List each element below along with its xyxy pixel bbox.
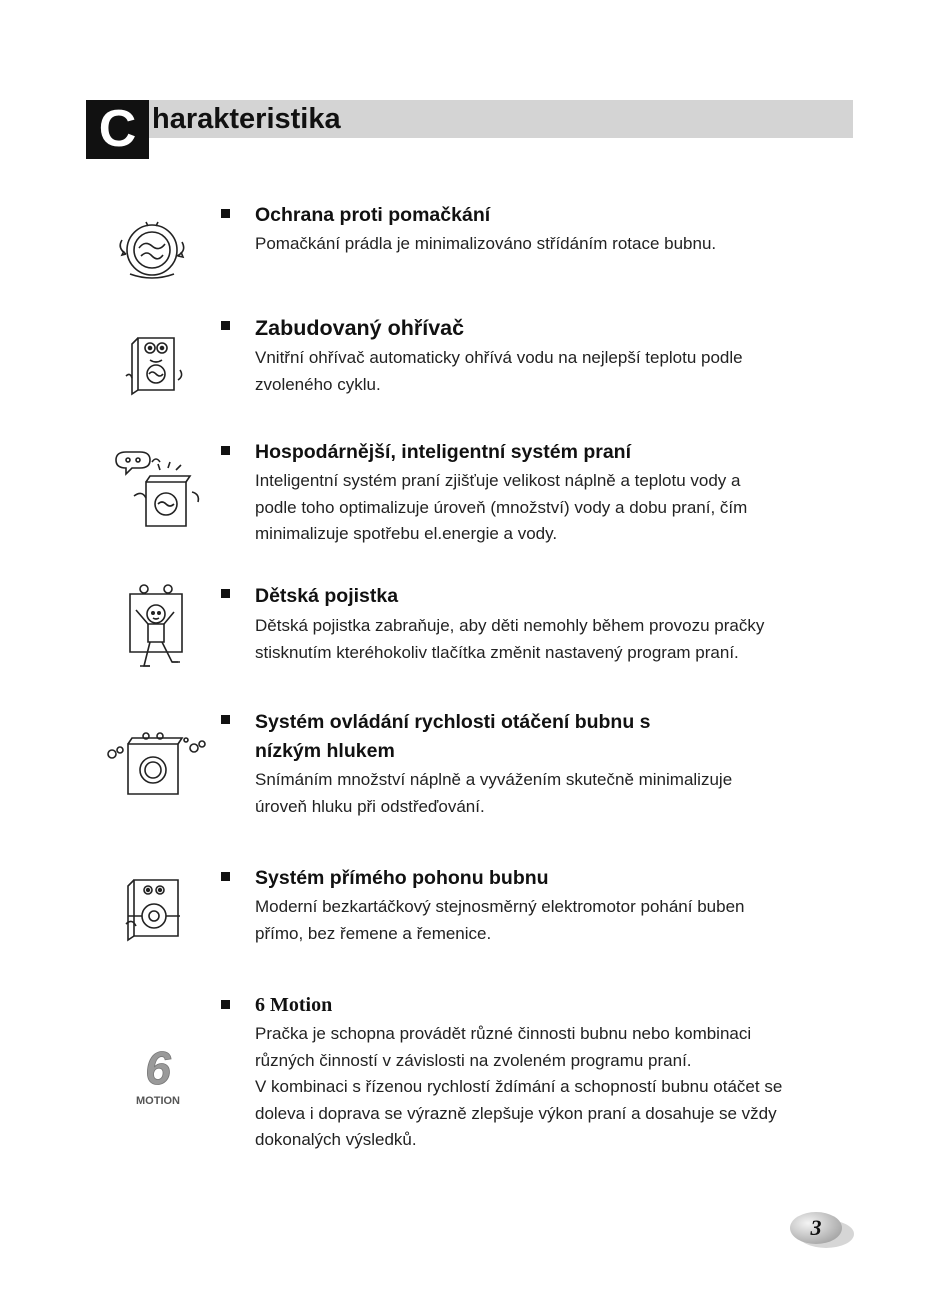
bullet-marker xyxy=(221,715,230,724)
description-line: Inteligentní systém praní zjišťuje velikost náplně a teplotu vody a xyxy=(255,471,741,490)
description-line: Pomačkání prádla je minimalizováno střídáním rotace bubnu. xyxy=(255,234,717,253)
six-motion-logo-icon xyxy=(128,1040,188,1108)
page-number-badge xyxy=(786,1208,856,1252)
six-motion-label: MOTION xyxy=(136,1095,180,1107)
feature-title: Dětská pojistka xyxy=(255,585,399,607)
smart-washer-icon xyxy=(108,448,208,530)
feature-description xyxy=(255,767,845,820)
feature-title: Systém přímého pohonu bubnu xyxy=(255,867,549,889)
feature-title: 6 Motion xyxy=(255,994,333,1016)
bullet-marker xyxy=(221,209,230,218)
description-line: podle toho optimalizuje úroveň (množství) vody a dobu praní, čím xyxy=(255,497,748,517)
description-line: různých činností v závislosti na zvoleném programu praní. xyxy=(255,1050,692,1070)
description-line: Snímáním množství náplně a vyvážením skutečně minimalizuje xyxy=(255,770,733,789)
description-line: V kombinaci s řízenou rychlostí ždímání a schopností bubnu otáčet se xyxy=(255,1077,783,1096)
description-line: doleva i doprava se výrazně zlepšuje výkon praní a dosahuje se vždy xyxy=(255,1103,777,1123)
section-initial-letter: C xyxy=(86,100,149,159)
feature-description xyxy=(255,894,845,947)
description-line: Dětská pojistka zabraňuje, aby děti nemohly během provozu pračky xyxy=(255,616,765,635)
bullet-marker xyxy=(221,589,230,598)
six-motion-glyph: 6 xyxy=(145,1042,171,1094)
drum-rotation-icon xyxy=(112,212,192,284)
feature-title: Hospodárnější, inteligentní systém praní xyxy=(255,441,631,463)
feature-title-line: nízkým hlukem xyxy=(255,740,395,762)
description-line: Pračka je schopna provádět různé činnosti bubnu nebo kombinaci xyxy=(255,1024,752,1043)
description-line: zvoleného cyklu. xyxy=(255,374,381,394)
feature-title-line: Systém ovládání rychlosti otáčení bubnu s xyxy=(255,711,651,733)
feature-title xyxy=(255,708,845,766)
direct-drive-icon xyxy=(118,872,190,944)
page-number: 3 xyxy=(810,1215,822,1240)
feature-description xyxy=(255,345,845,398)
description-line: Vnitřní ohřívač automaticky ohřívá vodu na nejlepší teplotu podle xyxy=(255,348,743,367)
feature-description xyxy=(255,468,845,548)
feature-description xyxy=(255,1021,845,1154)
section-title: harakteristika xyxy=(152,103,341,135)
description-line: stisknutím kteréhokoliv tlačítka změnit nastavený program praní. xyxy=(255,642,739,662)
description-line: dokonalých výsledků. xyxy=(255,1130,417,1149)
bullet-marker xyxy=(221,872,230,881)
feature-description xyxy=(255,613,845,666)
bullet-marker xyxy=(221,321,230,330)
feature-title: Zabudovaný ohřívač xyxy=(255,316,465,340)
description-line: úroveň hluku při odstřeďování. xyxy=(255,796,485,816)
description-line: přímo, bez řemene a řemenice. xyxy=(255,923,492,943)
quiet-washer-icon xyxy=(104,728,208,800)
bullet-marker xyxy=(221,446,230,455)
description-line: minimalizuje spotřebu el.energie a vody. xyxy=(255,524,558,543)
bullet-marker xyxy=(221,1000,230,1009)
child-lock-icon xyxy=(120,580,192,680)
feature-title: Ochrana proti pomačkání xyxy=(255,204,491,226)
description-line: Moderní bezkartáčkový stejnosměrný elektromotor pohání buben xyxy=(255,897,745,916)
heater-washer-icon xyxy=(120,330,190,400)
feature-description xyxy=(255,231,845,258)
